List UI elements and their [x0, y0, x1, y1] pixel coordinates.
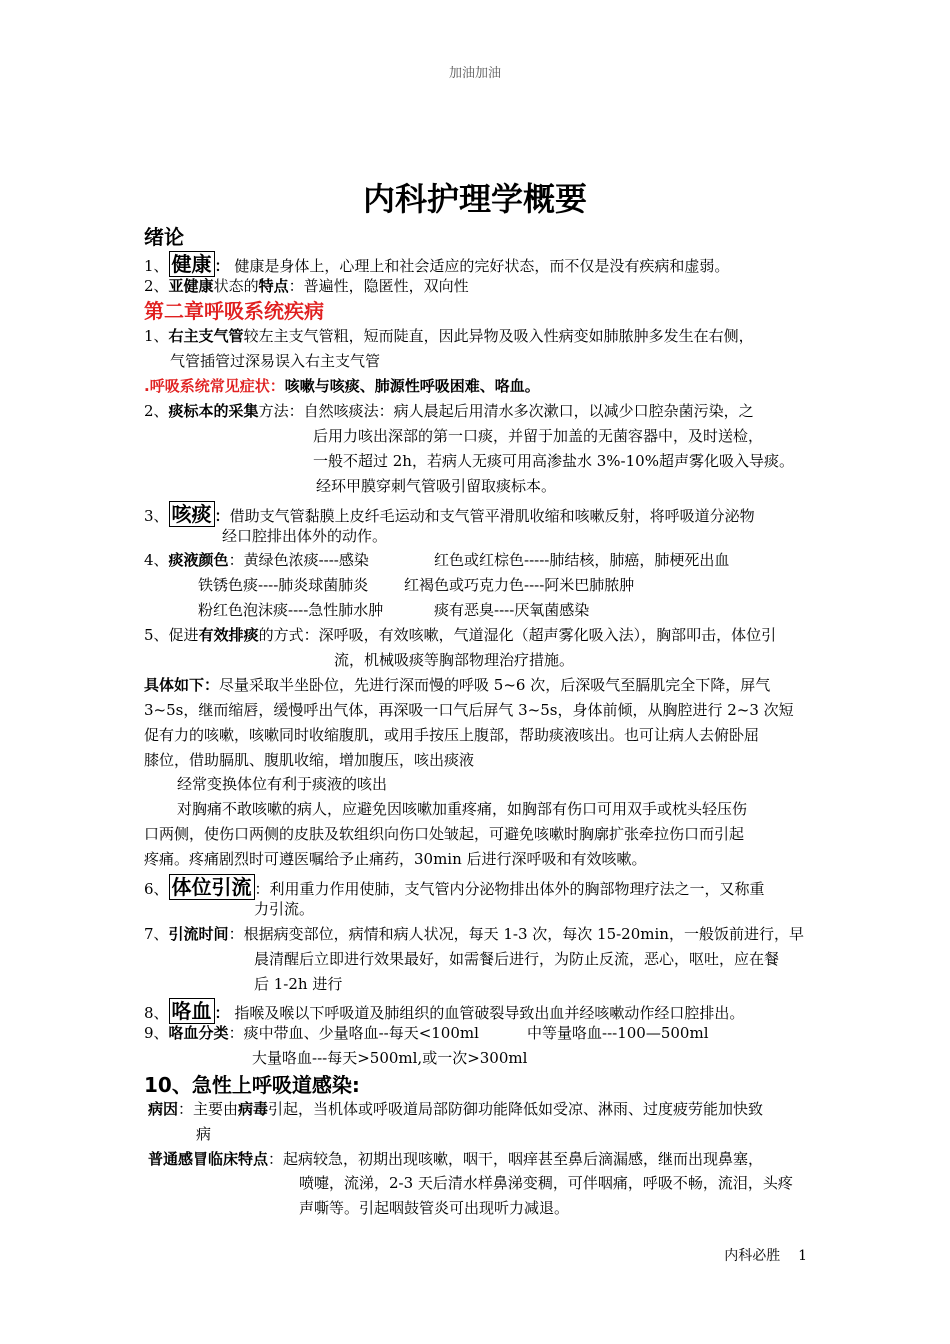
term-cough-sputum: 咳痰	[169, 501, 215, 527]
colon: ：	[214, 507, 230, 525]
cold-line-2: 喷嚏，流涕，2-3 天后清水样鼻涕变稠，可伴咽痛，呼吸不畅，流泪，头疼	[299, 1174, 793, 1192]
page-header: 加油加油	[448, 66, 501, 81]
item-3-line-2: 经口腔排出体外的动作。	[222, 527, 388, 545]
footer-text: 内科必胜	[724, 1248, 781, 1264]
colon: ：	[214, 257, 230, 275]
item-number: 8、	[144, 1004, 169, 1022]
detail-line-7: 口两侧，使伤口两侧的皮肤及软组织向伤口处皱起，可避免咳嗽时胸廓扩张牵拉伤口而引起	[144, 825, 745, 843]
item-6-line-2: 力引流。	[254, 900, 315, 918]
item-2-line-2: 后用力咳出深部的第一口痰，并留于加盖的无菌容器中，及时送检，	[313, 427, 764, 445]
cause-line-2: 病	[196, 1125, 212, 1143]
section-heading-10: 10、急性上呼吸道感染:	[144, 1073, 360, 1097]
item-number: 1、	[144, 327, 169, 345]
bold-term: 右主支气管	[168, 327, 244, 345]
page-footer	[724, 1248, 807, 1265]
item-number: 6、	[144, 880, 169, 898]
item-7-line-3: 后 1-2h 进行	[254, 975, 343, 993]
intro-item-2	[144, 277, 469, 295]
bold-term: 痰液颜色	[168, 551, 229, 569]
item-4-line-3b: 痰有恶臭----厌氧菌感染	[434, 601, 590, 619]
item-9	[144, 1024, 479, 1042]
text: ：起病较急，初期出现咳嗽，咽干，咽痒甚至鼻后滴漏感，继而出现鼻塞，	[268, 1150, 764, 1168]
item-number: 4、	[144, 551, 169, 569]
detail-line-8: 疼痛。疼痛剧烈时可遵医嘱给予止痛药，30min 后进行深呼吸和有效咳嗽。	[144, 850, 647, 868]
term-postural-drainage: 体位引流	[169, 874, 255, 900]
item-number: 3、	[144, 507, 169, 525]
item-6	[144, 875, 765, 899]
text: 促进	[168, 626, 199, 644]
item-7-line-2: 晨清醒后立即进行效果最好，如需餐后进行，为防止反流，恶心，呕吐，应在餐	[254, 950, 780, 968]
bold-term: 特点	[258, 277, 289, 295]
bold-term: 病毒	[238, 1100, 269, 1118]
cold-line-3: 声嘶等。引起咽鼓管炎可出现听力减退。	[299, 1199, 570, 1217]
detail-line-2: 3~5s，继而缩唇，缓慢呼出气体，再深吸一口气后屏气 3~5s，身体前倾，从胸腔进行 2~3 次短	[144, 701, 794, 719]
item-2-line-3: 一般不超过 2h，若病人无痰可用高渗盐水 3%-10%超声雾化吸入导痰。	[313, 452, 794, 470]
section-heading-intro: 绪论	[144, 225, 184, 249]
item-2	[144, 402, 754, 420]
item-3	[144, 502, 755, 526]
item-number: 5、	[144, 626, 169, 644]
item-number: 9、	[144, 1024, 169, 1042]
intro-item-1	[144, 252, 729, 276]
text: 引起，当机体或呼吸道局部防御功能降低如受凉、淋雨、过度疲劳能加快致	[268, 1100, 764, 1118]
bold-term: 引流时间	[168, 925, 229, 943]
detail-line-3: 促有力的咳嗽，咳嗽同时收缩腹肌，或用手按压上腹部，帮助痰液咳出。也可让病人去俯卧屈	[144, 726, 760, 744]
detail-label: 具体如下：	[144, 676, 220, 694]
symptoms-line	[144, 377, 540, 395]
text: 借助支气管黏膜上皮纤毛运动和支气管平滑肌收缩和咳嗽反射，将呼吸道分泌物	[229, 507, 755, 525]
text: 指喉及喉以下呼吸道及肺组织的血管破裂导致出血并经咳嗽动作经口腔排出。	[229, 1004, 745, 1022]
item-9-col-2: 中等量咯血---100—500ml	[527, 1024, 709, 1042]
text: ：黄绿色浓痰----感染	[228, 551, 369, 569]
text: 状态的	[213, 277, 259, 295]
text: 的方式：深呼吸，有效咳嗽，气道湿化（超声雾化吸入法），胸部叩击，体位引	[258, 626, 777, 644]
item-2-line-4: 经环甲膜穿刺气管吸引留取痰标本。	[316, 477, 557, 495]
item-4	[144, 551, 369, 569]
item-4-line-3a: 粉红色泡沫痰----急性肺水肿	[198, 601, 384, 619]
cause-line	[148, 1100, 763, 1118]
chapter-heading: 第二章呼吸系统疾病	[144, 299, 324, 323]
item-number: 2、	[144, 402, 169, 420]
text: ：普遍性，隐匿性，双向性	[288, 277, 469, 295]
item-5	[144, 626, 776, 644]
symptoms-label: .呼吸系统常见症状：	[144, 377, 285, 395]
detail-line-4: 膝位，借助膈肌、腹肌收缩，增加腹压，咳出痰液	[144, 751, 475, 769]
item-9-line-2: 大量咯血---每天>500ml,或一次>300ml	[252, 1049, 528, 1067]
bold-term: 病因	[148, 1100, 179, 1118]
text: 尽量采取半坐卧位，先进行深而慢的呼吸 5~6 次，后深吸气至膈肌完全下降，屏气	[219, 676, 771, 694]
text: 方法：自然咳痰法：病人晨起后用清水多次漱口，以减少口腔杂菌污染，之	[258, 402, 754, 420]
definition-text: 健康是身体上，心理上和社会适应的完好状态，而不仅是没有疾病和虚弱。	[229, 257, 730, 275]
item-1	[144, 327, 754, 345]
text: ：主要由	[178, 1100, 239, 1118]
item-number: 7、	[144, 925, 169, 943]
page-number: 1	[798, 1248, 807, 1264]
item-5-line-2: 流，机械吸痰等胸部物理治疗措施。	[334, 651, 575, 669]
bold-term: 痰标本的采集	[168, 402, 259, 420]
bold-term: 普通感冒临床特点	[148, 1150, 269, 1168]
symptoms-text: 咳嗽与咳痰、肺源性呼吸困难、咯血。	[284, 377, 540, 395]
item-4-line-2a: 铁锈色痰----肺炎球菌肺炎	[198, 576, 369, 594]
item-8	[144, 999, 744, 1023]
item-7	[144, 925, 804, 943]
bold-term: 亚健康	[168, 277, 214, 295]
item-number: 1、	[144, 257, 169, 275]
item-1-line-2: 气管插管过深易误入右主支气管	[170, 352, 381, 370]
colon: ：	[214, 1004, 230, 1022]
detail-line-1	[144, 676, 770, 694]
document-title: 内科护理学概要	[362, 180, 587, 218]
bold-term: 咯血分类	[168, 1024, 229, 1042]
detail-line-5: 经常变换体位有利于痰液的咳出	[177, 775, 388, 793]
bold-term: 有效排痰	[198, 626, 259, 644]
item-4-line-2b: 红褐色或巧克力色----阿米巴肺脓肿	[404, 576, 635, 594]
text: ：根据病变部位，病情和病人状况，每天 1-3 次，每次 15-20min，一般饭前进行，早	[228, 925, 804, 943]
item-number: 2、	[144, 277, 169, 295]
text: 较左主支气管粗，短而陡直，因此异物及吸入性病变如肺脓肿多发生在右侧，	[243, 327, 754, 345]
text: ：痰中带血、少量咯血--每天<100ml	[228, 1024, 479, 1042]
term-health: 健康	[169, 251, 215, 277]
text: ：利用重力作用使肺，支气管内分泌物排出体外的胸部物理疗法之一，又称重	[254, 880, 765, 898]
cold-line	[148, 1150, 763, 1168]
term-hemoptysis: 咯血	[169, 998, 215, 1024]
item-4-col-2: 红色或红棕色-----肺结核，肺癌，肺梗死出血	[434, 551, 730, 569]
detail-line-6: 对胸痛不敢咳嗽的病人，应避免因咳嗽加重疼痛，如胸部有伤口可用双手或枕头轻压伤	[177, 800, 748, 818]
